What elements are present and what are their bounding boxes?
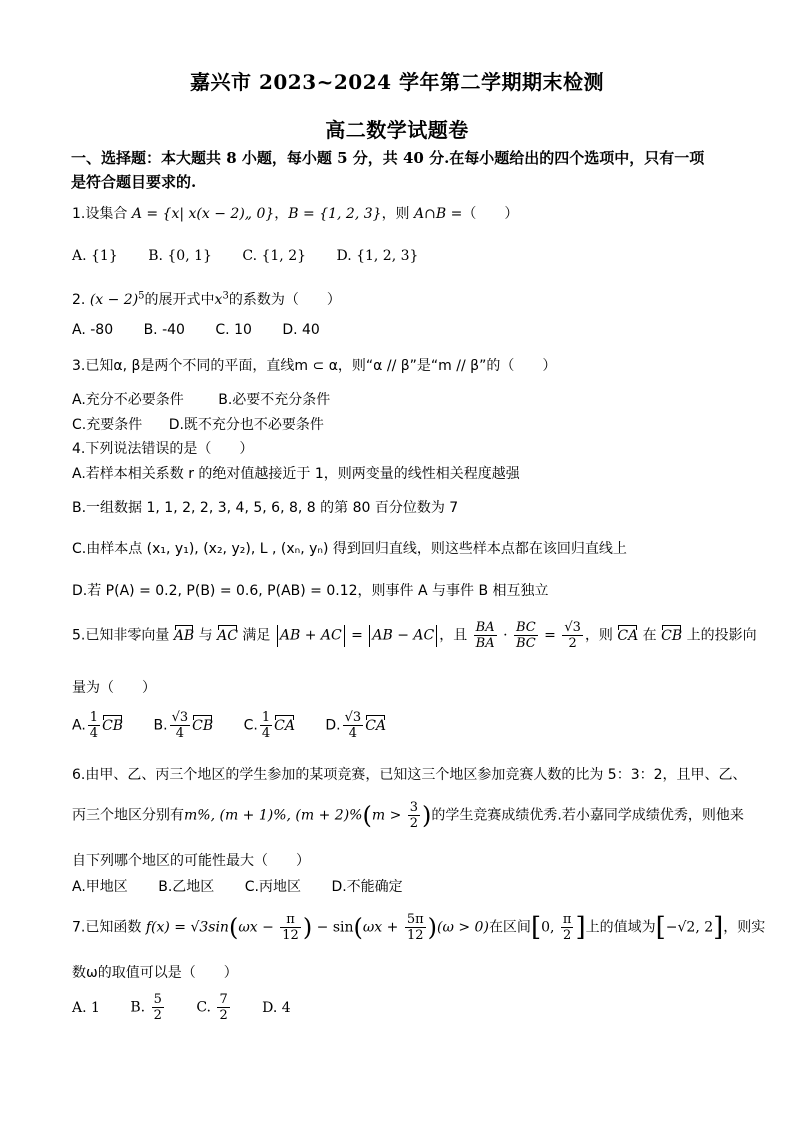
q5-option-a-vec: CB	[102, 717, 124, 734]
question-6-line3: 自下列哪个地区的可能性最大（ ）	[72, 853, 310, 869]
q5-post1: ，则	[584, 627, 618, 644]
paren-close: )	[302, 913, 313, 942]
q7-arg2: ωx +	[362, 919, 403, 936]
q5-option-a-frac	[88, 710, 100, 741]
q7-cond: (ω > 0)	[437, 919, 489, 936]
q5-dot: ·	[498, 627, 512, 644]
abs-bar	[436, 625, 437, 647]
q5-line2: 量为（ ）	[72, 680, 156, 696]
q5-post2: 上的投影向	[682, 627, 757, 644]
q5-option-c-frac	[260, 710, 272, 741]
q5-and2: ，且	[439, 627, 472, 644]
q5-unit-ba-num: BA	[475, 620, 495, 635]
section-heading-line2: 是符合题目要求的.	[71, 173, 197, 191]
q5-abs-sum: AB + AC	[279, 627, 342, 644]
q1-set-b: B = {1, 2, 3}	[288, 206, 382, 222]
q5-option-b-num: √3	[171, 710, 189, 725]
page-title: 嘉兴市 2023~2024 学年第二学期期末检测	[189, 70, 604, 94]
question-2	[72, 289, 341, 309]
q7-arg2-frac	[405, 912, 426, 943]
q7-interval-den: 2	[563, 928, 572, 943]
q1-option-a[interactable]: A. {1}	[72, 248, 118, 264]
q5-and: 与	[194, 627, 218, 644]
paren-open: (	[353, 913, 363, 942]
q5-unit-bc	[514, 620, 538, 651]
q1-option-d[interactable]: D. {1, 2, 3}	[336, 248, 419, 264]
q7-option-c-num: 7	[219, 992, 228, 1007]
question-3: 3.已知α, β是两个不同的平面，直线m ⊂ α，则“α // β”是“m // β”的（ ）	[72, 358, 557, 374]
q6-cond-frac	[408, 800, 420, 831]
q5-vector-cb: CB	[661, 627, 683, 644]
q5-option-b-vec: CB	[192, 717, 214, 734]
q5-option-a-letter: A.	[72, 717, 86, 734]
q5-unit-bc-num: BC	[515, 620, 536, 635]
q7-option-c[interactable]	[196, 992, 231, 1023]
q7-option-a-letter: A. 1	[72, 999, 100, 1016]
question-7-line1	[72, 912, 765, 943]
q4-option-c[interactable]: C.由样本点 (x₁, y₁), (x₂, y₂), L , (xₙ, yₙ) 得到回归直线，则这些样本点都在该回归直线上	[72, 541, 627, 557]
q5-equals2: =	[539, 627, 561, 644]
q7-mid2: 上的值域为	[585, 919, 656, 936]
question-1	[72, 203, 518, 223]
q7-option-b[interactable]	[130, 992, 165, 1023]
q7-option-c-letter: C.	[196, 999, 216, 1016]
q7-function: f(x) = √3sin	[145, 919, 229, 936]
q5-unit-ba	[474, 620, 497, 651]
q1-sep: ，	[274, 206, 289, 222]
q1-set-a: A = {x| x(x − 2)„ 0}	[131, 206, 275, 222]
question-5	[72, 620, 757, 651]
bracket-open: [	[530, 912, 542, 943]
bracket-close: ]	[713, 912, 724, 943]
q1-blank: （ ）	[462, 206, 519, 222]
q2-option-b[interactable]: B. -40	[143, 322, 185, 338]
q6-option-d[interactable]: D.不能确定	[331, 879, 403, 895]
q6-option-b[interactable]: B.乙地区	[158, 879, 215, 895]
q5-vector-ab: AB	[173, 627, 195, 644]
q5-option-c[interactable]	[244, 710, 295, 741]
q7-arg1-den: 12	[282, 928, 299, 943]
q3-option-d[interactable]: D.既不充分也不必要条件	[168, 417, 324, 433]
q5-option-b-frac	[170, 710, 191, 741]
q6-options	[72, 876, 429, 896]
q7-prefix: 7.已知函数	[72, 919, 146, 936]
q2-post: 的系数为（ ）	[228, 292, 341, 308]
q7-range: −√2, 2	[665, 919, 714, 936]
q5-sqrt3: √3	[564, 620, 581, 635]
q6-percentages: m%, (m + 1)%, (m + 2)%	[184, 807, 363, 824]
q7-mid: 在区间	[488, 919, 531, 936]
q5-option-a-den: 4	[89, 726, 99, 741]
q7-option-b-den: 2	[153, 1008, 162, 1023]
q6-line2-post: 的学生竞赛成绩优秀.若小嘉同学成绩优秀，则他来	[431, 807, 744, 824]
abs-bar	[369, 625, 370, 647]
q2-option-d[interactable]: D. 40	[282, 322, 320, 338]
abs-bar	[277, 625, 278, 647]
q5-option-d-num: √3	[344, 710, 362, 725]
q7-option-b-letter: B.	[130, 999, 150, 1016]
q5-option-a[interactable]	[72, 710, 123, 741]
q4-option-b[interactable]: B.一组数据 1, 1, 2, 2, 3, 4, 5, 6, 8, 8 的第 80 百分位数为 7	[72, 500, 459, 516]
paren-open: (	[228, 913, 239, 942]
q5-option-c-vec: CA	[274, 717, 295, 734]
paren-close: )	[422, 801, 432, 830]
q5-equals: =	[346, 627, 368, 644]
q7-arg1-frac	[280, 912, 301, 943]
q3-option-a[interactable]: A.充分不必要条件	[72, 392, 184, 408]
q3-options-row1	[72, 389, 356, 409]
q2-option-a[interactable]: A. -80	[72, 322, 114, 338]
q2-options	[72, 322, 346, 338]
q6-option-a[interactable]: A.甲地区	[72, 879, 128, 895]
q5-prefix: 5.已知非零向量	[72, 627, 174, 644]
q5-options	[72, 710, 412, 741]
q5-in: 在	[638, 627, 662, 644]
q7-option-a[interactable]	[72, 1000, 100, 1016]
q6-option-c[interactable]: C.丙地区	[244, 879, 301, 895]
q3-option-c[interactable]: C.充要条件	[72, 417, 143, 433]
abs-bar	[344, 625, 345, 647]
q2-exponent: 5	[138, 290, 145, 302]
q5-option-d-letter: D.	[325, 717, 341, 734]
q5-sqrt3-over-2	[562, 620, 583, 651]
q6-cond: m >	[371, 807, 406, 824]
q2-term: x	[214, 292, 223, 308]
question-4: 4.下列说法错误的是（ ）	[72, 441, 254, 457]
q3-option-b[interactable]: B.必要不充分条件	[218, 392, 331, 408]
q5-option-d[interactable]	[325, 710, 386, 741]
q7-arg2-den: 12	[406, 928, 424, 943]
q4-option-d[interactable]: D.若 P(A) = 0.2, P(B) = 0.6, P(AB) = 0.12，则事件 A 与事件 B 相互独立	[72, 583, 549, 599]
q5-option-c-num: 1	[261, 710, 271, 725]
q5-abs-diff: AB − AC	[372, 627, 435, 644]
q7-option-b-frac	[152, 992, 164, 1023]
q5-cond: 满足	[237, 627, 275, 644]
q6-line2-pre: 丙三个地区分别有	[72, 807, 184, 824]
q1-expr: A∩B =	[414, 206, 463, 222]
q5-option-b-letter: B.	[153, 717, 168, 734]
q7-minus-sin: − sin	[312, 919, 354, 936]
q5-option-d-vec: CA	[365, 717, 387, 734]
q5-unit-bc-den: BC	[515, 636, 536, 651]
q6-cond-num: 3	[409, 800, 419, 815]
q1-options	[72, 248, 444, 264]
q2-mid: 的展开式中	[144, 292, 215, 308]
section-heading-line1: 一、选择题：本大题共 8 小题，每小题 5 分，共 40 分.在每小题给出的四个选项中，只有一项	[71, 149, 705, 167]
q6-cond-den: 2	[409, 816, 419, 831]
question-6-line1: 6.由甲、乙、丙三个地区的学生参加的某项竞赛，已知这三个地区参加竞赛人数的比为 5：3：2，且甲、乙、	[72, 767, 747, 783]
q1-post: ，则	[381, 206, 415, 222]
q5-unit-ba-den: BA	[475, 636, 495, 651]
q5-two: 2	[568, 636, 577, 651]
paren-open: (	[362, 801, 372, 830]
q7-arg2-num: 5π	[406, 912, 424, 927]
q5-vector-ac: AC	[217, 627, 238, 644]
q7-option-d-letter: D. 4	[262, 999, 291, 1016]
q5-option-b-den: 4	[175, 726, 184, 741]
q7-interval-start: 0,	[541, 919, 559, 936]
q7-option-c-frac	[217, 992, 229, 1023]
q3-options-row2	[72, 414, 350, 434]
q7-arg1-num: π	[280, 912, 301, 928]
q4-option-a[interactable]: A.若样本相关系数 r 的绝对值越接近于 1，则两变量的线性相关程度越强	[72, 466, 520, 482]
q5-option-b[interactable]	[154, 710, 214, 741]
q2-option-c[interactable]: C. 10	[215, 322, 252, 338]
q7-interval-frac	[561, 912, 574, 943]
q5-option-d-den: 4	[348, 726, 358, 741]
paren-close: )	[427, 913, 438, 942]
question-6-line2	[72, 800, 744, 831]
q1-option-c[interactable]: C. {1, 2}	[242, 248, 307, 264]
q7-post: ，则实	[723, 919, 766, 936]
q5-option-d-frac	[343, 710, 364, 741]
q2-expr: (x − 2)	[89, 292, 139, 308]
q2-prefix: 2.	[72, 292, 90, 308]
q2-term-exponent: 3	[222, 290, 229, 302]
q7-option-c-den: 2	[219, 1008, 228, 1023]
section-heading	[71, 146, 731, 194]
q7-option-b-num: 5	[153, 992, 162, 1007]
q5-option-a-num: 1	[89, 710, 99, 725]
q7-interval-num: π	[562, 912, 572, 927]
q7-arg1: ωx −	[238, 919, 279, 936]
q5-option-c-den: 4	[261, 726, 271, 741]
q7-options	[72, 992, 317, 1023]
page-subtitle: 高二数学试题卷	[325, 118, 469, 142]
question-7-line2: 数ω的取值可以是（ ）	[72, 965, 238, 981]
q7-option-d[interactable]	[262, 1000, 291, 1016]
q5-option-c-letter: C.	[243, 717, 258, 734]
bracket-open: [	[655, 912, 666, 943]
bracket-close: ]	[575, 912, 586, 943]
q1-prefix: 1.设集合	[72, 206, 132, 222]
q5-vector-ca: CA	[617, 627, 639, 644]
q1-option-b[interactable]: B. {0, 1}	[148, 248, 212, 264]
